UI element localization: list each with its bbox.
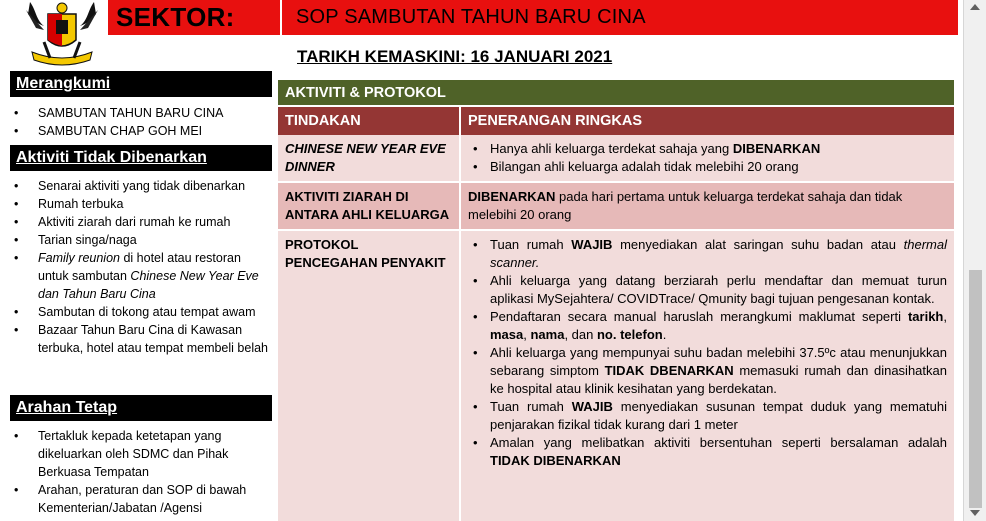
text-span: menyediakan alat saringan suhu badan atau <box>612 237 904 252</box>
list-item <box>468 140 947 158</box>
bold-text: nama <box>530 327 565 342</box>
text-span: Ahli keluarga yang mempunyai suhu badan melebihi 37.5ºc atau menunjukkan sebarang simptom <box>490 345 947 378</box>
list-item <box>468 398 947 434</box>
list-item: • Tertakluk kepada ketetapan yang dikeluarkan oleh SDMC dan Pihak Berkuasa Tempatan <box>14 427 272 481</box>
bold-text: no. telefon <box>596 327 663 342</box>
update-date: TARIKH KEMASKINI: 16 JANUARI 2021 <box>297 47 613 66</box>
arahan-tetap-heading: Arahan Tetap <box>10 395 272 421</box>
bold-text: tarikh <box>907 309 944 324</box>
list-item <box>468 308 947 344</box>
text-span: . <box>662 327 667 342</box>
tindakan-cell: PROTOKOL PENCEGAHAN PENYAKIT <box>278 231 461 521</box>
text-span: pada hari pertama untuk keluarga terdekat sahaja dan tidak melebihi 20 orang <box>468 189 903 222</box>
state-coat-of-arms-icon <box>22 0 102 68</box>
column-header-row <box>278 107 954 135</box>
penerangan-cell <box>461 183 954 229</box>
text-span: menyediakan susunan tempat duduk yang mematuhi penjarakan fizikal tidak kurang dari 1 meter <box>490 399 947 432</box>
table-row <box>278 135 954 183</box>
text-span: , <box>523 327 531 342</box>
tidak-dibenarkan-list <box>14 177 272 357</box>
table-row <box>278 183 954 231</box>
scroll-down-arrow-icon[interactable] <box>970 510 980 516</box>
section-title: AKTIVITI & PROTOKOL <box>278 80 954 107</box>
merangkumi-heading: Merangkumi <box>10 71 272 97</box>
list-item <box>14 249 272 303</box>
vertical-scrollbar[interactable] <box>963 0 986 521</box>
text-span: Hanya ahli keluarga terdekat sahaja yang <box>490 141 733 156</box>
text-span: Amalan yang melibatkan aktiviti bersentuhan seperti bersalaman adalah <box>490 435 947 450</box>
bold-text: WAJIB <box>571 237 613 252</box>
bold-text: TIDAK DBENARKAN <box>604 363 734 378</box>
sektor-label: SEKTOR: <box>116 2 235 32</box>
list-item: • Arahan, peraturan dan SOP di bawah Kementerian/Jabatan /Agensi <box>14 481 272 517</box>
penerangan-cell <box>461 231 954 521</box>
table-row <box>278 231 954 521</box>
protocol-table <box>278 80 954 521</box>
list-item: • Tarian singa/naga <box>14 231 272 249</box>
text-span: Tuan rumah <box>490 237 572 252</box>
sop-title: SOP SAMBUTAN TAHUN BARU CINA <box>296 6 646 28</box>
text-span: Tuan rumah <box>490 399 572 414</box>
list-item: • Bazaar Tahun Baru Cina di Kawasan terbuka, hotel atau tempat membeli belah <box>14 321 272 357</box>
list-item <box>468 236 947 272</box>
tindakan-cell <box>278 135 461 181</box>
text-span: , <box>943 309 947 324</box>
scrollbar-thumb[interactable] <box>969 270 982 508</box>
penerangan-cell <box>461 135 954 181</box>
list-item: • SAMBUTAN TAHUN BARU CINA <box>14 104 272 122</box>
tindakan-text: CHINESE NEW YEAR EVE DINNER <box>285 141 446 174</box>
bold-text: DIBENARKAN <box>732 141 821 156</box>
list-item: • Ahli keluarga yang datang berziarah perlu mendaftar dan memuat turun aplikasi MySejahtera/ COVIDTrace/ Qmunity bagi tujuan pengesanan kontak. <box>468 272 947 308</box>
list-item: • Bilangan ahli keluarga adalah tidak melebihi 20 orang <box>468 158 947 176</box>
title-bar <box>108 0 958 35</box>
bold-text: masa <box>490 327 524 342</box>
list-item: • Sambutan di tokong atau tempat awam <box>14 303 272 321</box>
scroll-up-arrow-icon[interactable] <box>970 4 980 10</box>
column-header-penerangan: PENERANGAN RINGKAS <box>468 113 643 129</box>
bold-text: WAJIB <box>571 399 613 414</box>
merangkumi-list <box>14 104 272 140</box>
text-span: Pendaftaran secara manual haruslah merangkumi maklumat seperti <box>490 309 908 324</box>
list-item: • SAMBUTAN CHAP GOH MEI <box>14 122 272 140</box>
italic-text: Family reunion <box>38 251 120 265</box>
penerangan-list <box>468 236 947 470</box>
list-item: • Rumah terbuka <box>14 195 272 213</box>
list-item: • Aktiviti ziarah dari rumah ke rumah <box>14 213 272 231</box>
tindakan-cell: AKTIVITI ZIARAH DI ANTARA AHLI KELUARGA <box>278 183 461 229</box>
list-item: • Senarai aktiviti yang tidak dibenarkan <box>14 177 272 195</box>
penerangan-list <box>468 140 947 176</box>
text-span: di hotel atau restoran untuk sambutan <box>38 251 241 283</box>
column-header-tindakan: TINDAKAN <box>278 107 461 135</box>
tidak-dibenarkan-heading: Aktiviti Tidak Dibenarkan <box>10 145 272 171</box>
italic-text: Chinese New Year Eve dan Tahun Baru Cina <box>38 269 259 301</box>
list-item <box>468 344 947 398</box>
list-item <box>468 434 947 470</box>
bold-text: DIBENARKAN <box>468 189 556 204</box>
text-span: memasuki rumah dan dinasihatkan ke hospital atau klinik kesihatan yang berdekatan. <box>490 363 947 396</box>
arahan-tetap-list <box>14 427 272 517</box>
text-span: , dan <box>564 327 597 342</box>
bold-text: TIDAK DIBENARKAN <box>490 453 621 468</box>
italic-text: thermal scanner. <box>490 237 947 270</box>
